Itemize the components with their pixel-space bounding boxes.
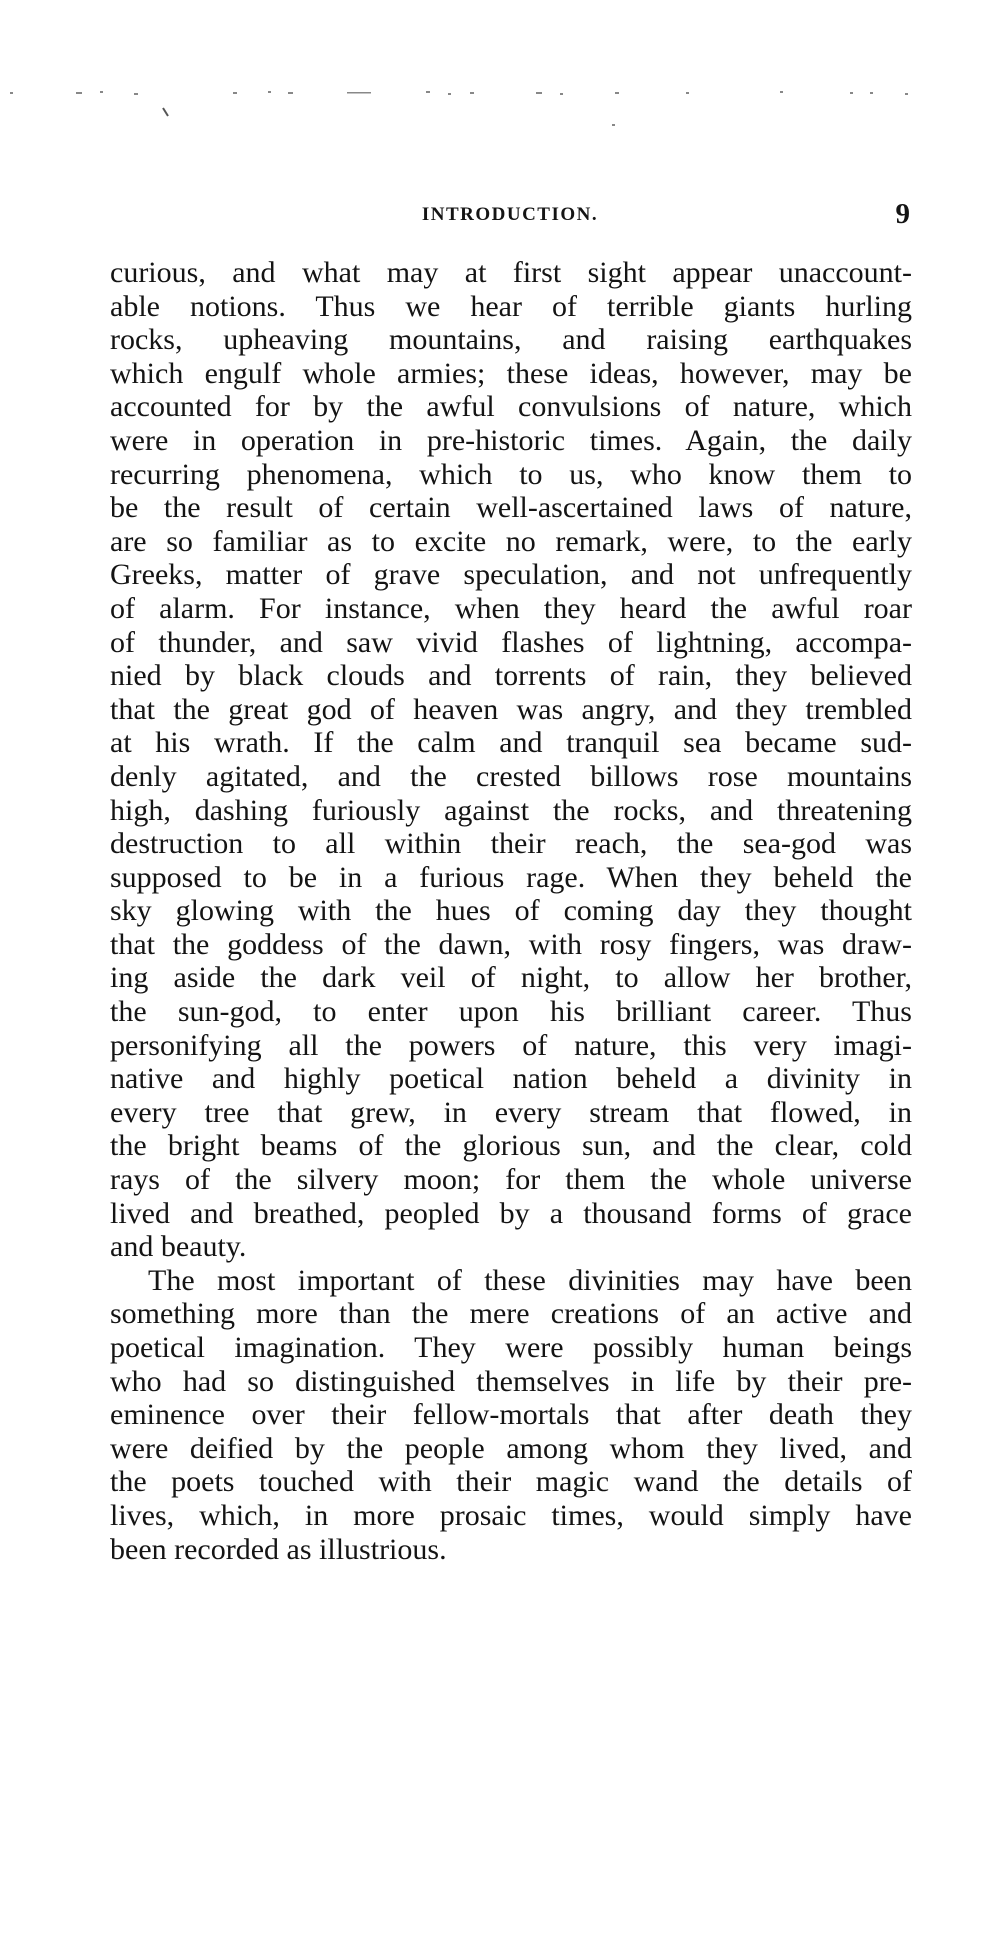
text-line: of thunder, and saw vivid flashes of lightning, accompa-	[110, 625, 912, 659]
text-line: able notions. Thus we hear of terrible giants hurling	[110, 289, 912, 323]
page-header	[110, 200, 910, 240]
text-line: rocks, upheaving mountains, and raising earthquakes	[110, 323, 912, 357]
text-line: that the great god of heaven was angry, and they trembled	[110, 692, 912, 726]
text-line: the bright beams of the glorious sun, and the clear, cold	[110, 1129, 912, 1163]
page-number: 9	[895, 198, 910, 230]
text-line: be the result of certain well-ascertained laws of nature,	[110, 491, 912, 525]
text-line: the poets touched with their magic wand the details of	[110, 1465, 912, 1499]
text-line: Greeks, matter of grave speculation, and not unfrequently	[110, 558, 912, 592]
text-line: native and highly poetical nation beheld a divinity in	[110, 1062, 912, 1096]
text-line: were in operation in pre-historic times. Again, the daily	[110, 423, 912, 457]
running-head: INTRODUCTION.	[421, 204, 599, 225]
text-line: are so familiar as to excite no remark, were, to the early	[110, 524, 912, 558]
text-line: that the goddess of the dawn, with rosy fingers, was draw-	[110, 927, 912, 961]
text-line: something more than the mere creations of an active and	[110, 1297, 912, 1331]
text-line: ing aside the dark veil of night, to allow her brother,	[110, 961, 912, 995]
text-line: been recorded as illustrious.	[110, 1532, 447, 1566]
text-line: of alarm. For instance, when they heard the awful roar	[110, 591, 912, 625]
paragraph-2	[110, 1264, 912, 1566]
text-line: denly agitated, and the crested billows rose mountains	[110, 759, 912, 793]
text-line: high, dashing furiously against the rocks, and threatening	[110, 793, 912, 827]
text-line: rays of the silvery moon; for them the whole universe	[110, 1163, 912, 1197]
text-line: at his wrath. If the calm and tranquil sea became sud-	[110, 726, 912, 760]
text-line: lives, which, in more prosaic times, would simply have	[110, 1498, 912, 1532]
text-line: recurring phenomena, which to us, who know them to	[110, 457, 912, 491]
text-line: curious, and what may at first sight appear unaccount-	[110, 256, 912, 289]
text-line: personifying all the powers of nature, this very imagi-	[110, 1028, 912, 1062]
text-line: sky glowing with the hues of coming day they thought	[110, 894, 912, 928]
text-line: and beauty.	[110, 1230, 247, 1264]
text-line: lived and breathed, peopled by a thousand forms of grace	[110, 1196, 912, 1230]
text-line: who had so distinguished themselves in life by their pre-	[110, 1364, 912, 1398]
text-line: every tree that grew, in every stream that flowed, in	[110, 1095, 912, 1129]
text-line: the sun-god, to enter upon his brilliant career. Thus	[110, 995, 912, 1029]
scan-specks	[0, 0, 1000, 140]
text-line: eminence over their fellow-mortals that after death they	[110, 1398, 912, 1432]
text-line: which engulf whole armies; these ideas, however, may be	[110, 356, 912, 390]
text-line: were deified by the people among whom they lived, and	[110, 1431, 912, 1465]
text-line: accounted for by the awful convulsions of nature, which	[110, 390, 912, 424]
text-line: nied by black clouds and torrents of rain, they believed	[110, 659, 912, 693]
text-line: The most important of these divinities may have been	[148, 1263, 912, 1297]
paragraph-1	[110, 256, 912, 1264]
body-text	[110, 256, 912, 1566]
text-line: destruction to all within their reach, the sea-god was	[110, 827, 912, 861]
text-line: supposed to be in a furious rage. When they beheld the	[110, 860, 912, 894]
text-line: poetical imagination. They were possibly human beings	[110, 1331, 912, 1364]
